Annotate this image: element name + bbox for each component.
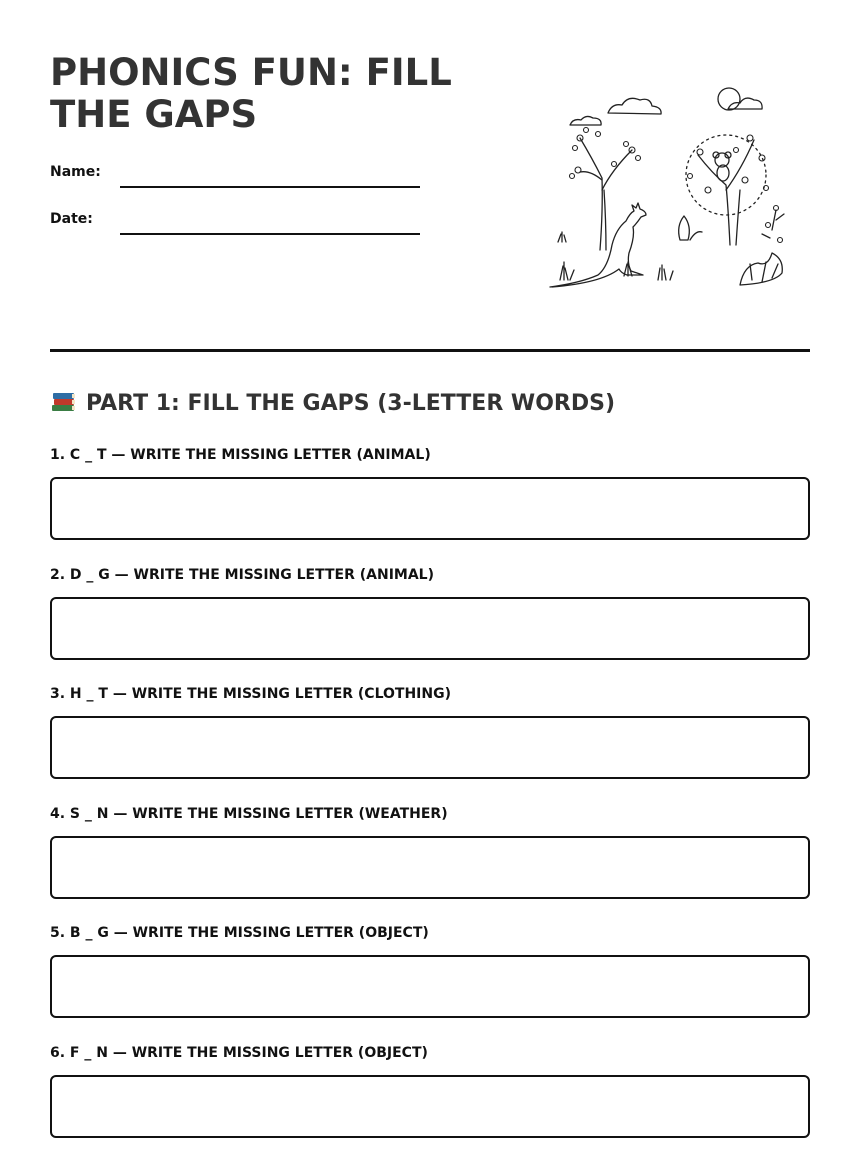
question-label: 1. C _ T — WRITE THE MISSING LETTER (ANIMAL) bbox=[50, 447, 431, 463]
date-label: Date: bbox=[50, 211, 93, 227]
name-field[interactable] bbox=[120, 186, 420, 188]
question-label: 4. S _ N — WRITE THE MISSING LETTER (WEATHER) bbox=[50, 806, 448, 822]
page-title: PHONICS FUN: FILL THE GAPS bbox=[50, 51, 452, 136]
date-field[interactable] bbox=[120, 233, 420, 235]
part1-title: PART 1: FILL THE GAPS (3-LETTER WORDS) bbox=[86, 391, 615, 416]
worksheet-header bbox=[50, 51, 530, 227]
name-field-row bbox=[50, 158, 470, 188]
answer-box[interactable] bbox=[50, 836, 810, 899]
answer-box[interactable] bbox=[50, 955, 810, 1018]
question-label: 3. H _ T — WRITE THE MISSING LETTER (CLOTHING) bbox=[50, 686, 451, 702]
answer-box[interactable] bbox=[50, 477, 810, 540]
question-label: 6. F _ N — WRITE THE MISSING LETTER (OBJECT) bbox=[50, 1045, 428, 1061]
books-icon bbox=[50, 389, 78, 413]
part1-heading bbox=[50, 388, 615, 420]
question-label: 2. D _ G — WRITE THE MISSING LETTER (ANIMAL) bbox=[50, 567, 435, 583]
section-divider bbox=[50, 349, 810, 352]
answer-box[interactable] bbox=[50, 716, 810, 779]
date-field-row bbox=[50, 205, 470, 235]
question-label: 5. B _ G — WRITE THE MISSING LETTER (OBJECT) bbox=[50, 925, 429, 941]
answer-box[interactable] bbox=[50, 597, 810, 660]
outback-illustration bbox=[540, 80, 800, 300]
name-label: Name: bbox=[50, 164, 101, 180]
answer-box[interactable] bbox=[50, 1075, 810, 1138]
